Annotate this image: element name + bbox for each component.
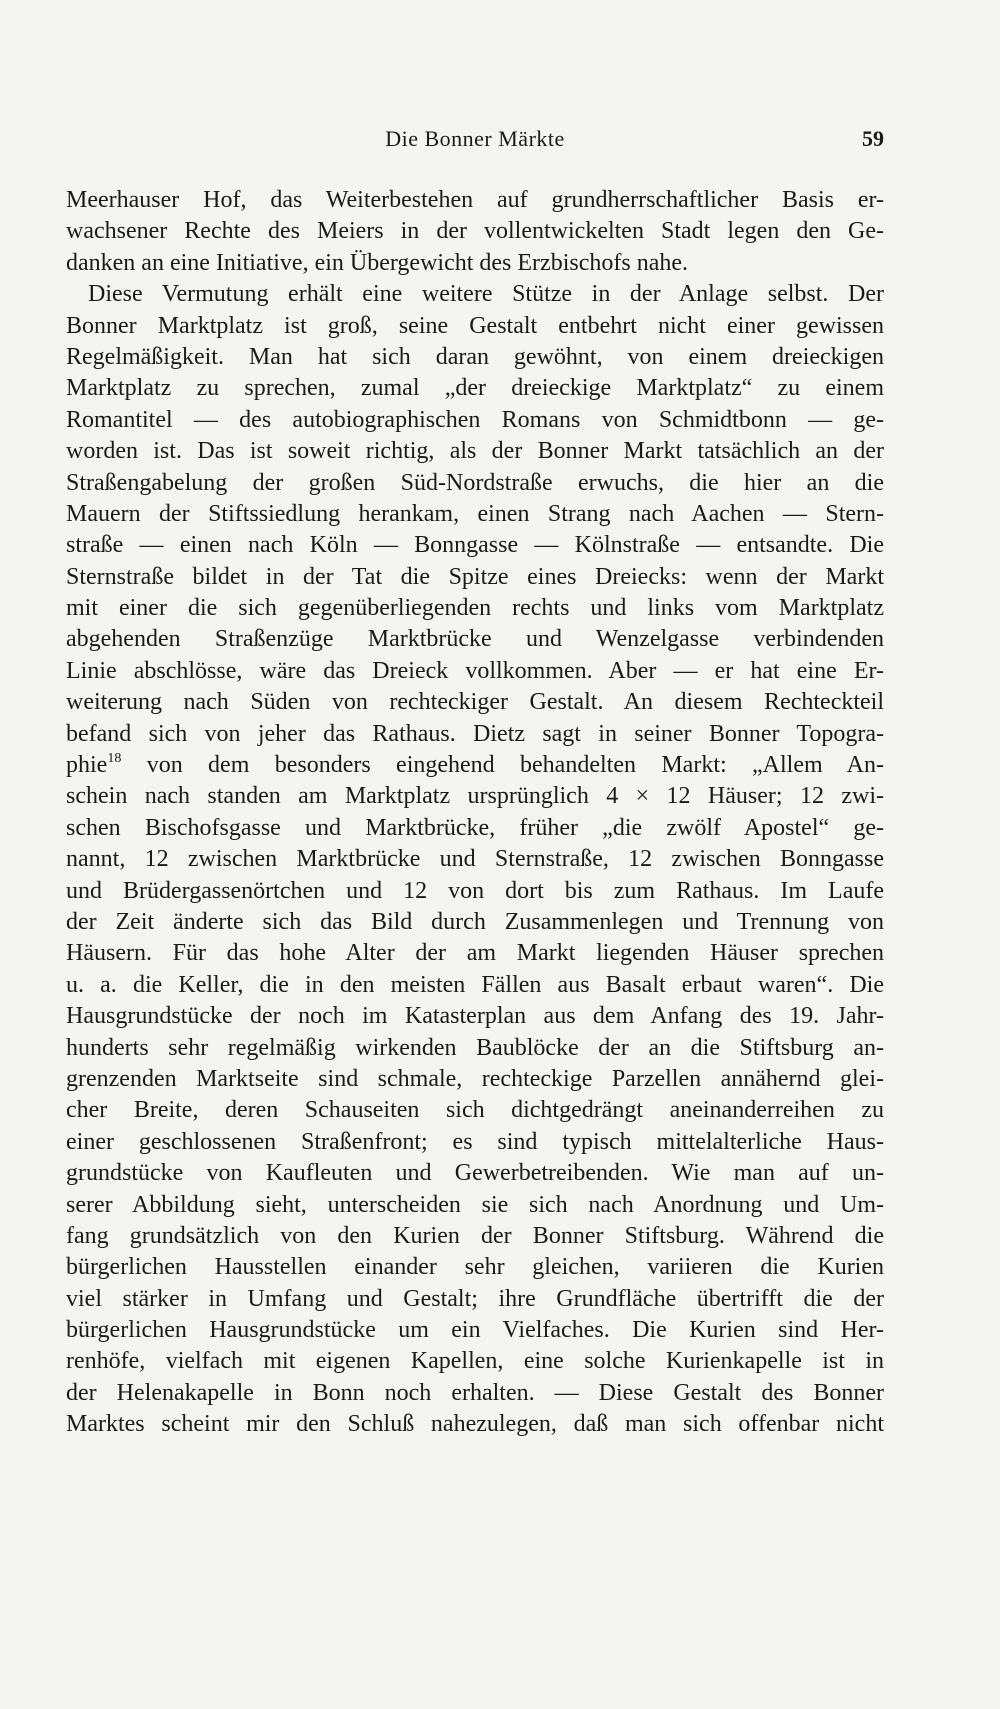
text-line: nannt, 12 zwischen Marktbrücke und Sternstraße, 12 zwischen Bonngasse (66, 846, 884, 873)
text-line: weiterung nach Süden von rechteckiger Gestalt. An diesem Rechteckteil (66, 689, 884, 716)
text-line: Marktplatz zu sprechen, zumal „der dreieckige Marktplatz“ zu einem (66, 375, 884, 402)
text-line: grundstücke von Kaufleuten und Gewerbetreibenden. Wie man auf un- (66, 1160, 884, 1187)
text-line: danken an eine Initiative, ein Übergewicht des Erzbischofs nahe. (66, 249, 688, 276)
text-line: schein nach standen am Marktplatz ursprünglich 4 × 12 Häuser; 12 zwi- (66, 783, 884, 810)
text-line: Linie abschlösse, wäre das Dreieck vollkommen. Aber — er hat eine Er- (66, 657, 884, 684)
text-line: u. a. die Keller, die in den meisten Fällen aus Basalt erbaut waren“. Die (66, 971, 884, 998)
text-line: serer Abbildung sieht, unterscheiden sie sich nach Anordnung und Um- (66, 1191, 884, 1218)
text-line: cher Breite, deren Schauseiten sich dichtgedrängt aneinanderreihen zu (66, 1097, 884, 1124)
running-title: Die Bonner Märkte (385, 126, 565, 151)
running-head (66, 126, 884, 156)
text-line: Bonner Marktplatz ist groß, seine Gestalt entbehrt nicht einer gewissen (66, 312, 884, 339)
text-line: Straßengabelung der großen Süd-Nordstraße erwuchs, die hier an die (66, 469, 884, 496)
text-line: schen Bischofsgasse und Marktbrücke, früher „die zwölf Apostel“ ge- (66, 814, 884, 841)
text-line: Diese Vermutung erhält eine weitere Stütze in der Anlage selbst. Der (88, 281, 884, 308)
text-line: grenzenden Marktseite sind schmale, rechteckige Parzellen annähernd glei- (66, 1065, 884, 1092)
text-line: Mauern der Stiftssiedlung herankam, einen Strang nach Aachen — Stern- (66, 500, 884, 527)
text-line: viel stärker in Umfang und Gestalt; ihre Grundfläche übertrifft die der (66, 1285, 884, 1312)
text-line: hunderts sehr regelmäßig wirkenden Baublöcke der an die Stiftsburg an- (66, 1034, 884, 1061)
text-line-with-footnote (66, 750, 884, 781)
text-line: wachsener Rechte des Meiers in der vollentwickelten Stadt legen den Ge- (66, 218, 884, 245)
text-line: befand sich von jeher das Rathaus. Dietz sagt in seiner Bonner Topogra- (66, 720, 884, 747)
text-line: und Brüdergassenörtchen und 12 von dort bis zum Rathaus. Im Laufe (66, 877, 884, 904)
text-line: Häusern. Für das hohe Alter der am Markt liegenden Häuser sprechen (66, 940, 884, 967)
text-line: renhöfe, vielfach mit eigenen Kapellen, eine solche Kurienkapelle ist in (66, 1348, 884, 1375)
text-line: mit einer die sich gegenüberliegenden rechts und links vom Marktplatz (66, 595, 884, 622)
text-line: straße — einen nach Köln — Bonngasse — Kölnstraße — entsandte. Die (66, 532, 884, 559)
text-line: Sternstraße bildet in der Tat die Spitze eines Dreiecks: wenn der Markt (66, 563, 884, 590)
text-line: fang grundsätzlich von den Kurien der Bonner Stiftsburg. Während die (66, 1222, 884, 1249)
text-line: der Zeit änderte sich das Bild durch Zusammenlegen und Trennung von (66, 908, 884, 935)
text-line: einer geschlossenen Straßenfront; es sind typisch mittelalterliche Haus- (66, 1128, 884, 1155)
line-rest: von dem besonders eingehend behandelten Markt: „Allem An- (146, 752, 884, 779)
text-line: Meerhauser Hof, das Weiterbestehen auf grundherrschaftlicher Basis er- (66, 187, 884, 213)
text-line: Regelmäßigkeit. Man hat sich daran gewöhnt, von einem dreieckigen (66, 343, 884, 370)
text-line: der Helenakapelle in Bonn noch erhalten. — Diese Gestalt des Bonner (66, 1379, 884, 1406)
text-line: bürgerlichen Hausgrundstücke um ein Vielfaches. Die Kurien sind Her- (66, 1317, 884, 1344)
body-text (66, 185, 884, 1441)
text-line: worden ist. Das ist soweit richtig, als der Bonner Markt tatsächlich an der (66, 438, 884, 465)
text-line: Marktes scheint mir den Schluß nahezulegen, daß man sich offenbar nicht (66, 1411, 884, 1438)
text-line: bürgerlichen Hausstellen einander sehr gleichen, variieren die Kurien (66, 1254, 884, 1281)
text-line: Romantitel — des autobiographischen Romans von Schmidtbonn — ge- (66, 406, 884, 433)
text-line: Hausgrundstücke der noch im Katasterplan aus dem Anfang des 19. Jahr- (66, 1003, 884, 1030)
text-line: abgehenden Straßenzüge Marktbrücke und Wenzelgasse verbindenden (66, 626, 884, 653)
line-start-word: phie (66, 752, 108, 779)
footnote-marker: 18 (107, 751, 122, 767)
page-number: 59 (862, 126, 884, 151)
